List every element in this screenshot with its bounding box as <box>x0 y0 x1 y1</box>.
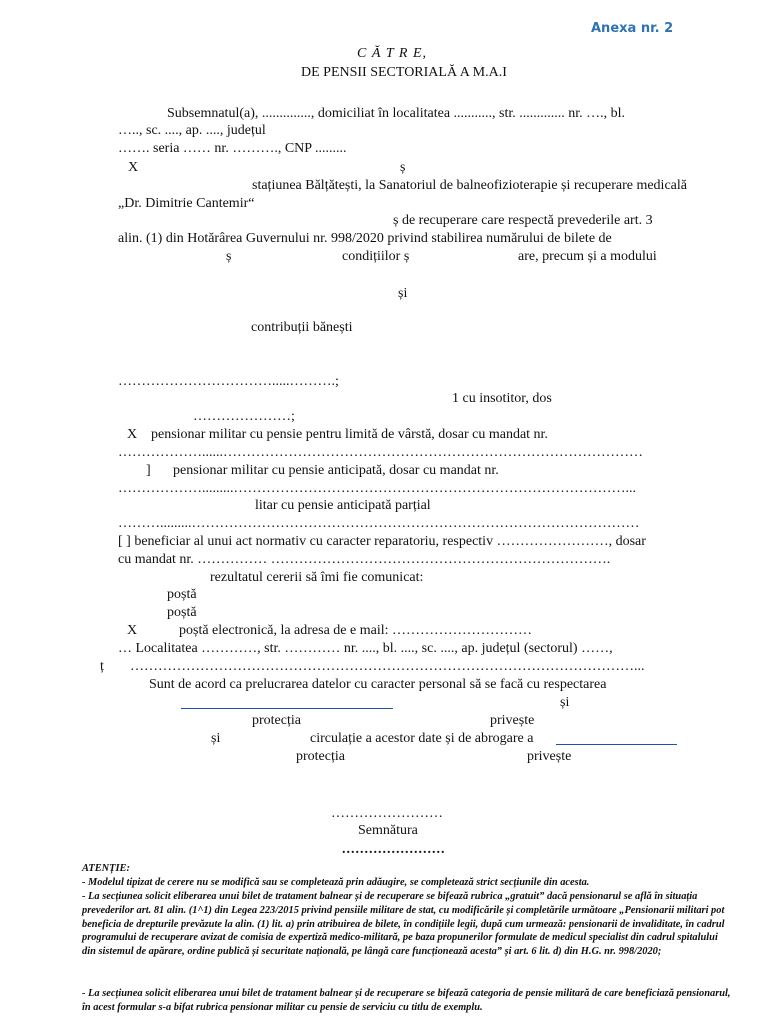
body-line: ș de recuperare care respectă prevederile art. 3 <box>393 213 653 228</box>
body-line: Sunt de acord ca prelucrarea datelor cu caracter personal să se facă cu respectarea <box>149 677 607 692</box>
body-line: ….., sc. ...., ap. ...., județul <box>118 123 266 138</box>
attention-paragraph: - Modelul tipizat de cerere nu se modifică sau se completează prin adăugire, se completează strict secțiunile din acesta. <box>82 877 590 888</box>
fill-line[interactable]: ………………......……………………………………………………………………………… <box>118 445 643 460</box>
attention-title: ATENȚIE: <box>82 863 130 874</box>
fill-line[interactable]: …………………; <box>193 409 295 424</box>
checkbox-mark[interactable]: X <box>127 427 138 442</box>
body-fragment: și <box>398 286 408 301</box>
body-line: ……. seria …… nr. ………., CNP ......... <box>118 141 347 156</box>
body-line: [ ] beneficiar al unui act normativ cu caracter reparatoriu, respectiv ……………………, dosar <box>118 534 646 549</box>
body-fragment: privește <box>490 713 535 728</box>
body-line: pensionar militar cu pensie pentru limită de vârstă, dosar cu mandat nr. <box>151 427 548 442</box>
fill-line[interactable]: ……………….........…………………………………………………………………………... <box>118 481 636 496</box>
option-label: poștă <box>167 605 197 620</box>
body-line: litar cu pensie anticipată parțial <box>255 498 431 513</box>
body-fragment: protecția <box>296 749 345 764</box>
body-line: „Dr. Dimitrie Cantemir“ <box>118 196 255 211</box>
body-line: rezultatul cererii să îmi fie comunicat: <box>210 570 424 585</box>
body-fragment: ț <box>100 659 104 674</box>
body-fragment: condițiilor ș <box>342 249 410 264</box>
header-line-2: DE PENSII SECTORIALĂ A M.A.I <box>301 65 507 80</box>
body-line: stațiunea Bălțătești, la Sanatoriul de balneofizioterapie și recuperare medicală <box>252 178 687 193</box>
body-line: cu mandat nr. …………… ………………………………………………………………. <box>118 552 611 567</box>
option-label: poștă <box>167 587 197 602</box>
body-line: pensionar militar cu pensie anticipată, dosar cu mandat nr. <box>173 463 499 478</box>
body-fragment: ș <box>400 160 406 175</box>
body-line: alin. (1) din Hotărârea Guvernului nr. 998/2020 privind stabilirea numărului de bilete de <box>118 231 612 246</box>
body-fragment: circulație a acestor date și de abrogare a <box>310 731 534 746</box>
body-fragment: are, precum și a modului <box>518 249 657 264</box>
link-underline[interactable] <box>181 708 393 709</box>
attention-paragraph: - La secțiunea solicit eliberarea unui bilet de tratament balnear și de recuperare se bifează categoria de pensie militară de care beneficiază pensionarul, în acest formular s-a bifat rubrica pensionar militar cu pensie de serviciu cu titlu de exemplu. <box>82 988 731 1013</box>
fill-line[interactable]: …………………………….....……….; <box>118 374 339 389</box>
signature-line[interactable]: …………………… <box>331 806 443 821</box>
body-fragment: privește <box>527 749 572 764</box>
header-line-1: C Ă T R E, <box>357 46 428 61</box>
body-fragment: și <box>560 695 570 710</box>
body-fragment: contribuții bănești <box>251 320 353 335</box>
body-line: … Localitatea …………, str. ………… nr. ...., bl. ...., sc. ...., ap. județul (sectorul) ……, <box>118 641 613 656</box>
link-underline[interactable] <box>556 744 677 745</box>
checkbox-mark[interactable]: X <box>127 623 138 638</box>
signature-label: Semnătura <box>358 823 418 838</box>
body-fragment: 1 cu insotitor, dos <box>452 391 552 406</box>
attention-paragraph: - La secțiunea solicit eliberarea unui bilet de tratament balnear și de recuperare se bifează rubrica „gratuit” dacă pensionarul se află în situația prevederilor art. 81 alin. (1^1) din Legea 223/2015 privind pensiile militare de stat, cu modificările și completările următoare „Pensionarii militari pot beneficia de drepturile prevăzute la alin. (1) lit. a) prin atribuirea de bilete, în condițiile legii, după cum urmează: pensionarii de invaliditate, în cadrul programului de recuperare avizat de comisia de expertiză medico-militară, pe baza propunerilor formulate de medicul specialist din cadrul spitalului din sistemul de apărare, ordine publică și securitate națională, pe lângă care funcționează acesta” și art. 6 lit. d) din H.G. nr. 998/2020; <box>82 891 725 958</box>
annex-label: Anexa nr. 2 <box>591 21 674 36</box>
checkbox-mark[interactable]: X <box>128 160 139 175</box>
body-fragment: protecția <box>252 713 301 728</box>
body-fragment: și <box>211 731 221 746</box>
option-label: poștă electronică, la adresa de e mail: ………………………… <box>179 623 533 638</box>
body-fragment: ș <box>226 249 232 264</box>
fill-line[interactable]: ………………………………………………………………………………………………... <box>130 659 645 674</box>
signature-dots: ....................... <box>342 842 446 857</box>
fill-line[interactable]: ……….........…………………………………………………………………………………… <box>118 516 640 531</box>
checkbox-bracket[interactable]: ] <box>146 463 151 478</box>
body-line: Subsemnatul(a), .............., domiciliat în localitatea ..........., str. ............. nr. …., bl. <box>167 106 626 121</box>
